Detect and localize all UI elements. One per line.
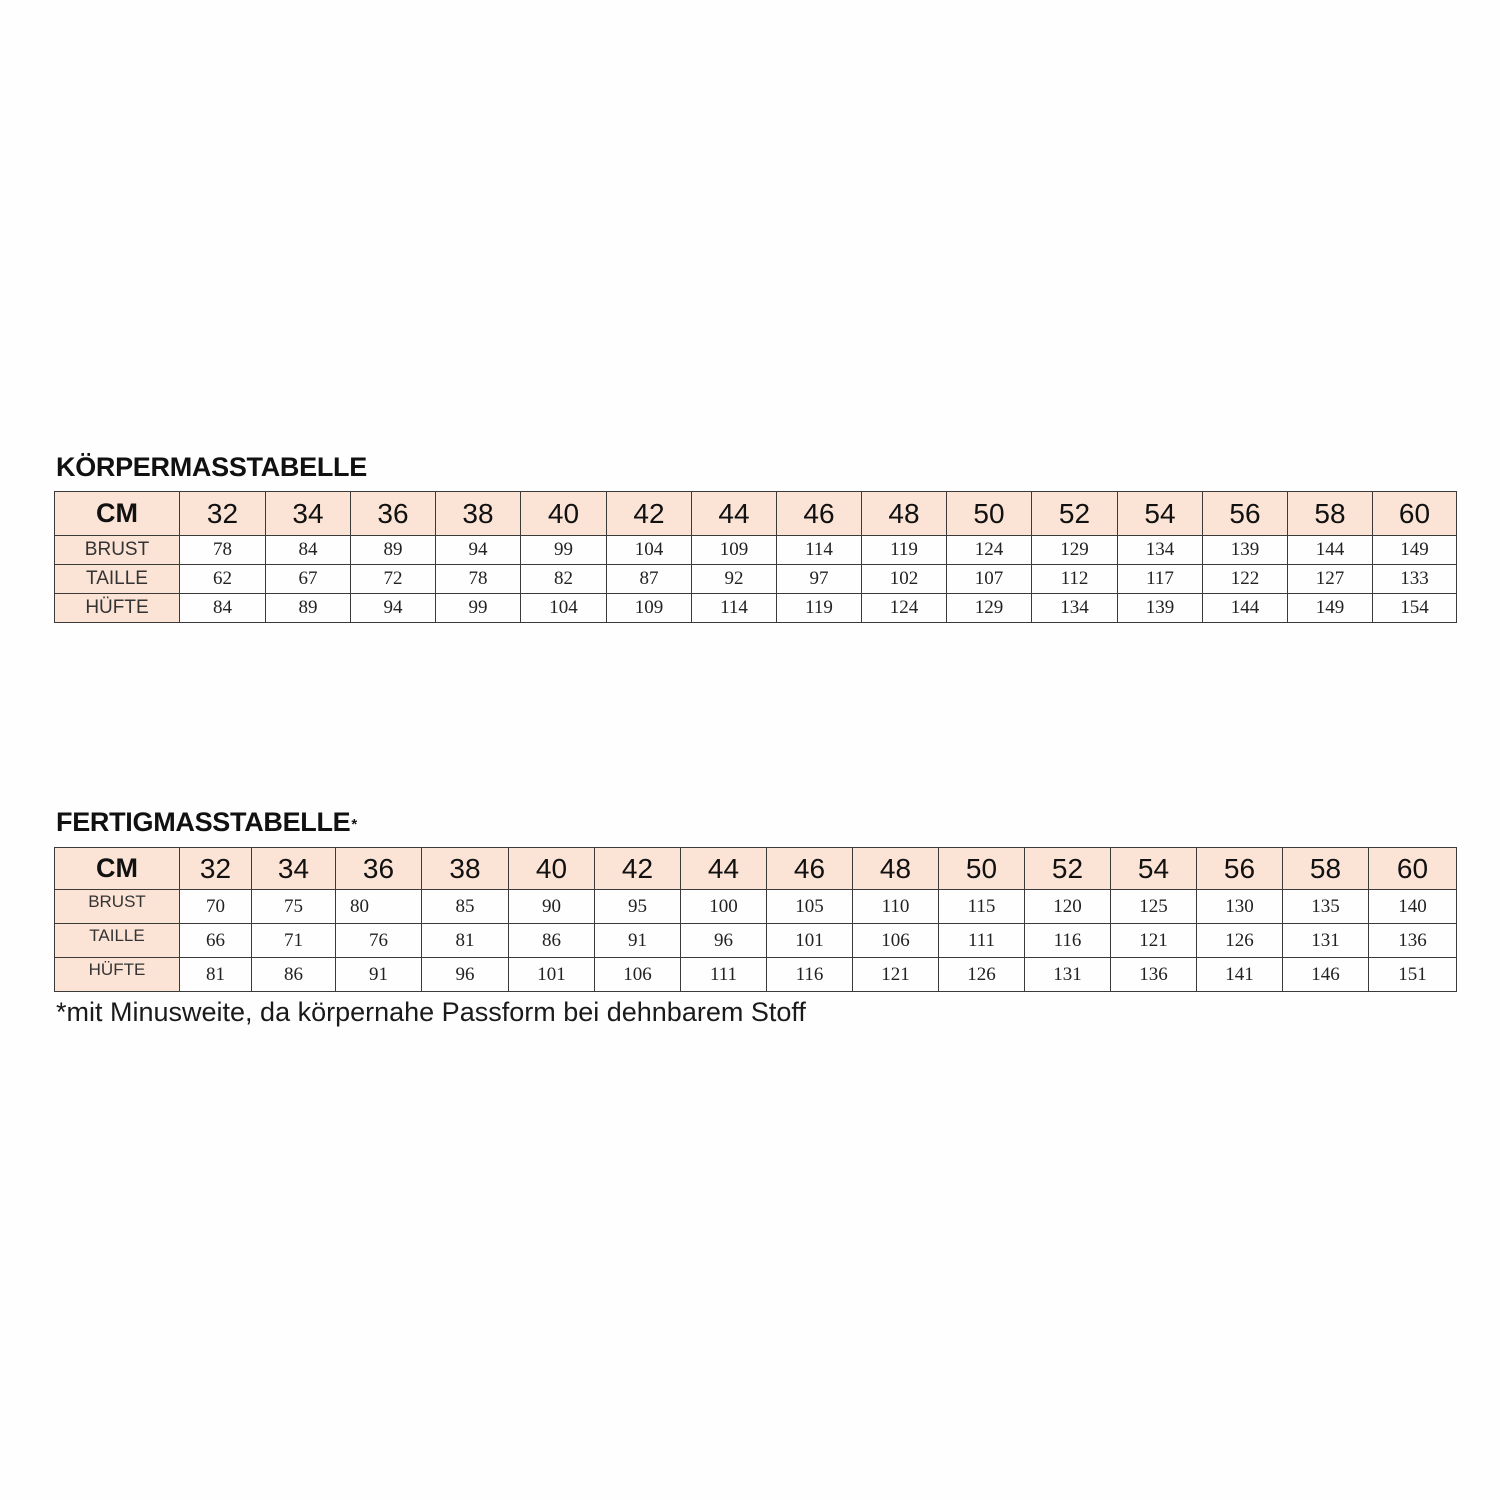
measurement-cell: 116 [767,958,853,992]
measurement-cell: 151 [1369,958,1457,992]
measurement-cell: 70 [180,890,252,924]
measurement-row [55,890,1457,924]
size-header-cell: 50 [947,492,1032,536]
measurement-cell: 87 [607,565,692,594]
row-label-cell: TAILLE [55,565,180,594]
size-header-row [55,848,1457,890]
measurement-cell: 149 [1373,536,1457,565]
size-header-cell: 54 [1111,848,1197,890]
measurement-cell: 121 [1111,924,1197,958]
measurement-cell: 80 [336,890,422,924]
measurement-cell: 89 [351,536,436,565]
measurement-cell: 89 [266,594,351,623]
measurement-row [55,924,1457,958]
measurement-row [55,594,1457,623]
measurement-cell: 76 [336,924,422,958]
measurement-cell: 131 [1283,924,1369,958]
measurement-cell: 136 [1111,958,1197,992]
measurement-cell: 106 [853,924,939,958]
fertigmass-title [56,807,357,838]
measurement-cell: 129 [947,594,1032,623]
size-header-cell: 58 [1283,848,1369,890]
measurement-cell: 84 [266,536,351,565]
measurement-cell: 94 [436,536,521,565]
measurement-cell: 107 [947,565,1032,594]
unit-header-cell: CM [55,848,180,890]
measurement-cell: 114 [692,594,777,623]
size-header-cell: 50 [939,848,1025,890]
measurement-cell: 124 [947,536,1032,565]
measurement-cell: 90 [509,890,595,924]
measurement-cell: 81 [422,924,509,958]
measurement-cell: 95 [595,890,681,924]
measurement-cell: 72 [351,565,436,594]
measurement-cell: 149 [1288,594,1373,623]
koerpermass-title [56,452,367,483]
size-header-cell: 58 [1288,492,1373,536]
size-header-cell: 44 [692,492,777,536]
size-header-cell: 60 [1373,492,1457,536]
measurement-cell: 134 [1032,594,1118,623]
measurement-cell: 129 [1032,536,1118,565]
row-label-cell: BRUST [55,536,180,565]
measurement-cell: 119 [862,536,947,565]
size-header-cell: 38 [436,492,521,536]
measurement-cell: 75 [252,890,336,924]
measurement-cell: 136 [1369,924,1457,958]
measurement-cell: 91 [595,924,681,958]
measurement-cell: 140 [1369,890,1457,924]
size-header-cell: 48 [853,848,939,890]
size-header-cell: 46 [767,848,853,890]
title-asterisk: * [351,816,357,833]
measurement-cell: 71 [252,924,336,958]
measurement-cell: 111 [681,958,767,992]
size-header-cell: 52 [1032,492,1118,536]
measurement-cell: 139 [1203,536,1288,565]
measurement-cell: 105 [767,890,853,924]
koerpermass-table [54,491,1457,623]
measurement-cell: 126 [1197,924,1283,958]
size-header-cell: 34 [266,492,351,536]
measurement-cell: 130 [1197,890,1283,924]
row-label-cell: TAILLE [55,924,180,958]
measurement-cell: 101 [767,924,853,958]
measurement-cell: 82 [521,565,607,594]
measurement-cell: 104 [607,536,692,565]
measurement-cell: 85 [422,890,509,924]
measurement-cell: 86 [509,924,595,958]
size-header-cell: 36 [336,848,422,890]
size-header-cell: 34 [252,848,336,890]
measurement-cell: 78 [180,536,266,565]
measurement-cell: 111 [939,924,1025,958]
measurement-cell: 109 [692,536,777,565]
size-header-cell: 40 [509,848,595,890]
size-header-cell: 32 [180,492,266,536]
measurement-cell: 66 [180,924,252,958]
measurement-cell: 144 [1288,536,1373,565]
measurement-cell: 134 [1118,536,1203,565]
measurement-cell: 84 [180,594,266,623]
measurement-cell: 67 [266,565,351,594]
measurement-cell: 124 [862,594,947,623]
measurement-cell: 92 [692,565,777,594]
measurement-cell: 119 [777,594,862,623]
measurement-cell: 78 [436,565,521,594]
size-header-cell: 42 [607,492,692,536]
measurement-cell: 91 [336,958,422,992]
measurement-cell: 97 [777,565,862,594]
size-header-cell: 42 [595,848,681,890]
measurement-cell: 99 [521,536,607,565]
measurement-cell: 96 [681,924,767,958]
measurement-cell: 114 [777,536,862,565]
measurement-cell: 122 [1203,565,1288,594]
size-header-cell: 40 [521,492,607,536]
measurement-cell: 135 [1283,890,1369,924]
size-header-cell: 56 [1203,492,1288,536]
measurement-cell: 94 [351,594,436,623]
size-header-cell: 46 [777,492,862,536]
measurement-row [55,536,1457,565]
fertigmass-table [54,847,1457,992]
measurement-cell: 127 [1288,565,1373,594]
measurement-cell: 117 [1118,565,1203,594]
measurement-cell: 96 [422,958,509,992]
row-label-cell: BRUST [55,890,180,924]
measurement-cell: 115 [939,890,1025,924]
measurement-cell: 106 [595,958,681,992]
size-header-cell: 48 [862,492,947,536]
measurement-cell: 102 [862,565,947,594]
size-header-row [55,492,1457,536]
measurement-cell: 131 [1025,958,1111,992]
title-text: KÖRPERMASSTABELLE [56,452,367,482]
measurement-cell: 144 [1203,594,1288,623]
measurement-cell: 154 [1373,594,1457,623]
size-header-cell: 44 [681,848,767,890]
unit-header-cell: CM [55,492,180,536]
size-header-cell: 52 [1025,848,1111,890]
measurement-cell: 101 [509,958,595,992]
size-header-cell: 54 [1118,492,1203,536]
size-header-cell: 60 [1369,848,1457,890]
size-header-cell: 36 [351,492,436,536]
size-header-cell: 56 [1197,848,1283,890]
measurement-cell: 112 [1032,565,1118,594]
row-label-cell: HÜFTE [55,594,180,623]
measurement-cell: 109 [607,594,692,623]
measurement-row [55,565,1457,594]
measurement-cell: 139 [1118,594,1203,623]
measurement-cell: 99 [436,594,521,623]
measurement-cell: 116 [1025,924,1111,958]
measurement-cell: 62 [180,565,266,594]
measurement-cell: 121 [853,958,939,992]
size-header-cell: 38 [422,848,509,890]
row-label-cell: HÜFTE [55,958,180,992]
footnote: *mit Minusweite, da körpernahe Passform bei dehnbarem Stoff [56,997,806,1027]
measurement-cell: 146 [1283,958,1369,992]
measurement-cell: 81 [180,958,252,992]
size-header-cell: 32 [180,848,252,890]
measurement-cell: 120 [1025,890,1111,924]
measurement-cell: 133 [1373,565,1457,594]
measurement-cell: 86 [252,958,336,992]
measurement-row [55,958,1457,992]
measurement-cell: 104 [521,594,607,623]
title-text: FERTIGMASSTABELLE [56,807,351,837]
measurement-cell: 110 [853,890,939,924]
measurement-cell: 125 [1111,890,1197,924]
measurement-cell: 126 [939,958,1025,992]
measurement-cell: 141 [1197,958,1283,992]
measurement-cell: 100 [681,890,767,924]
